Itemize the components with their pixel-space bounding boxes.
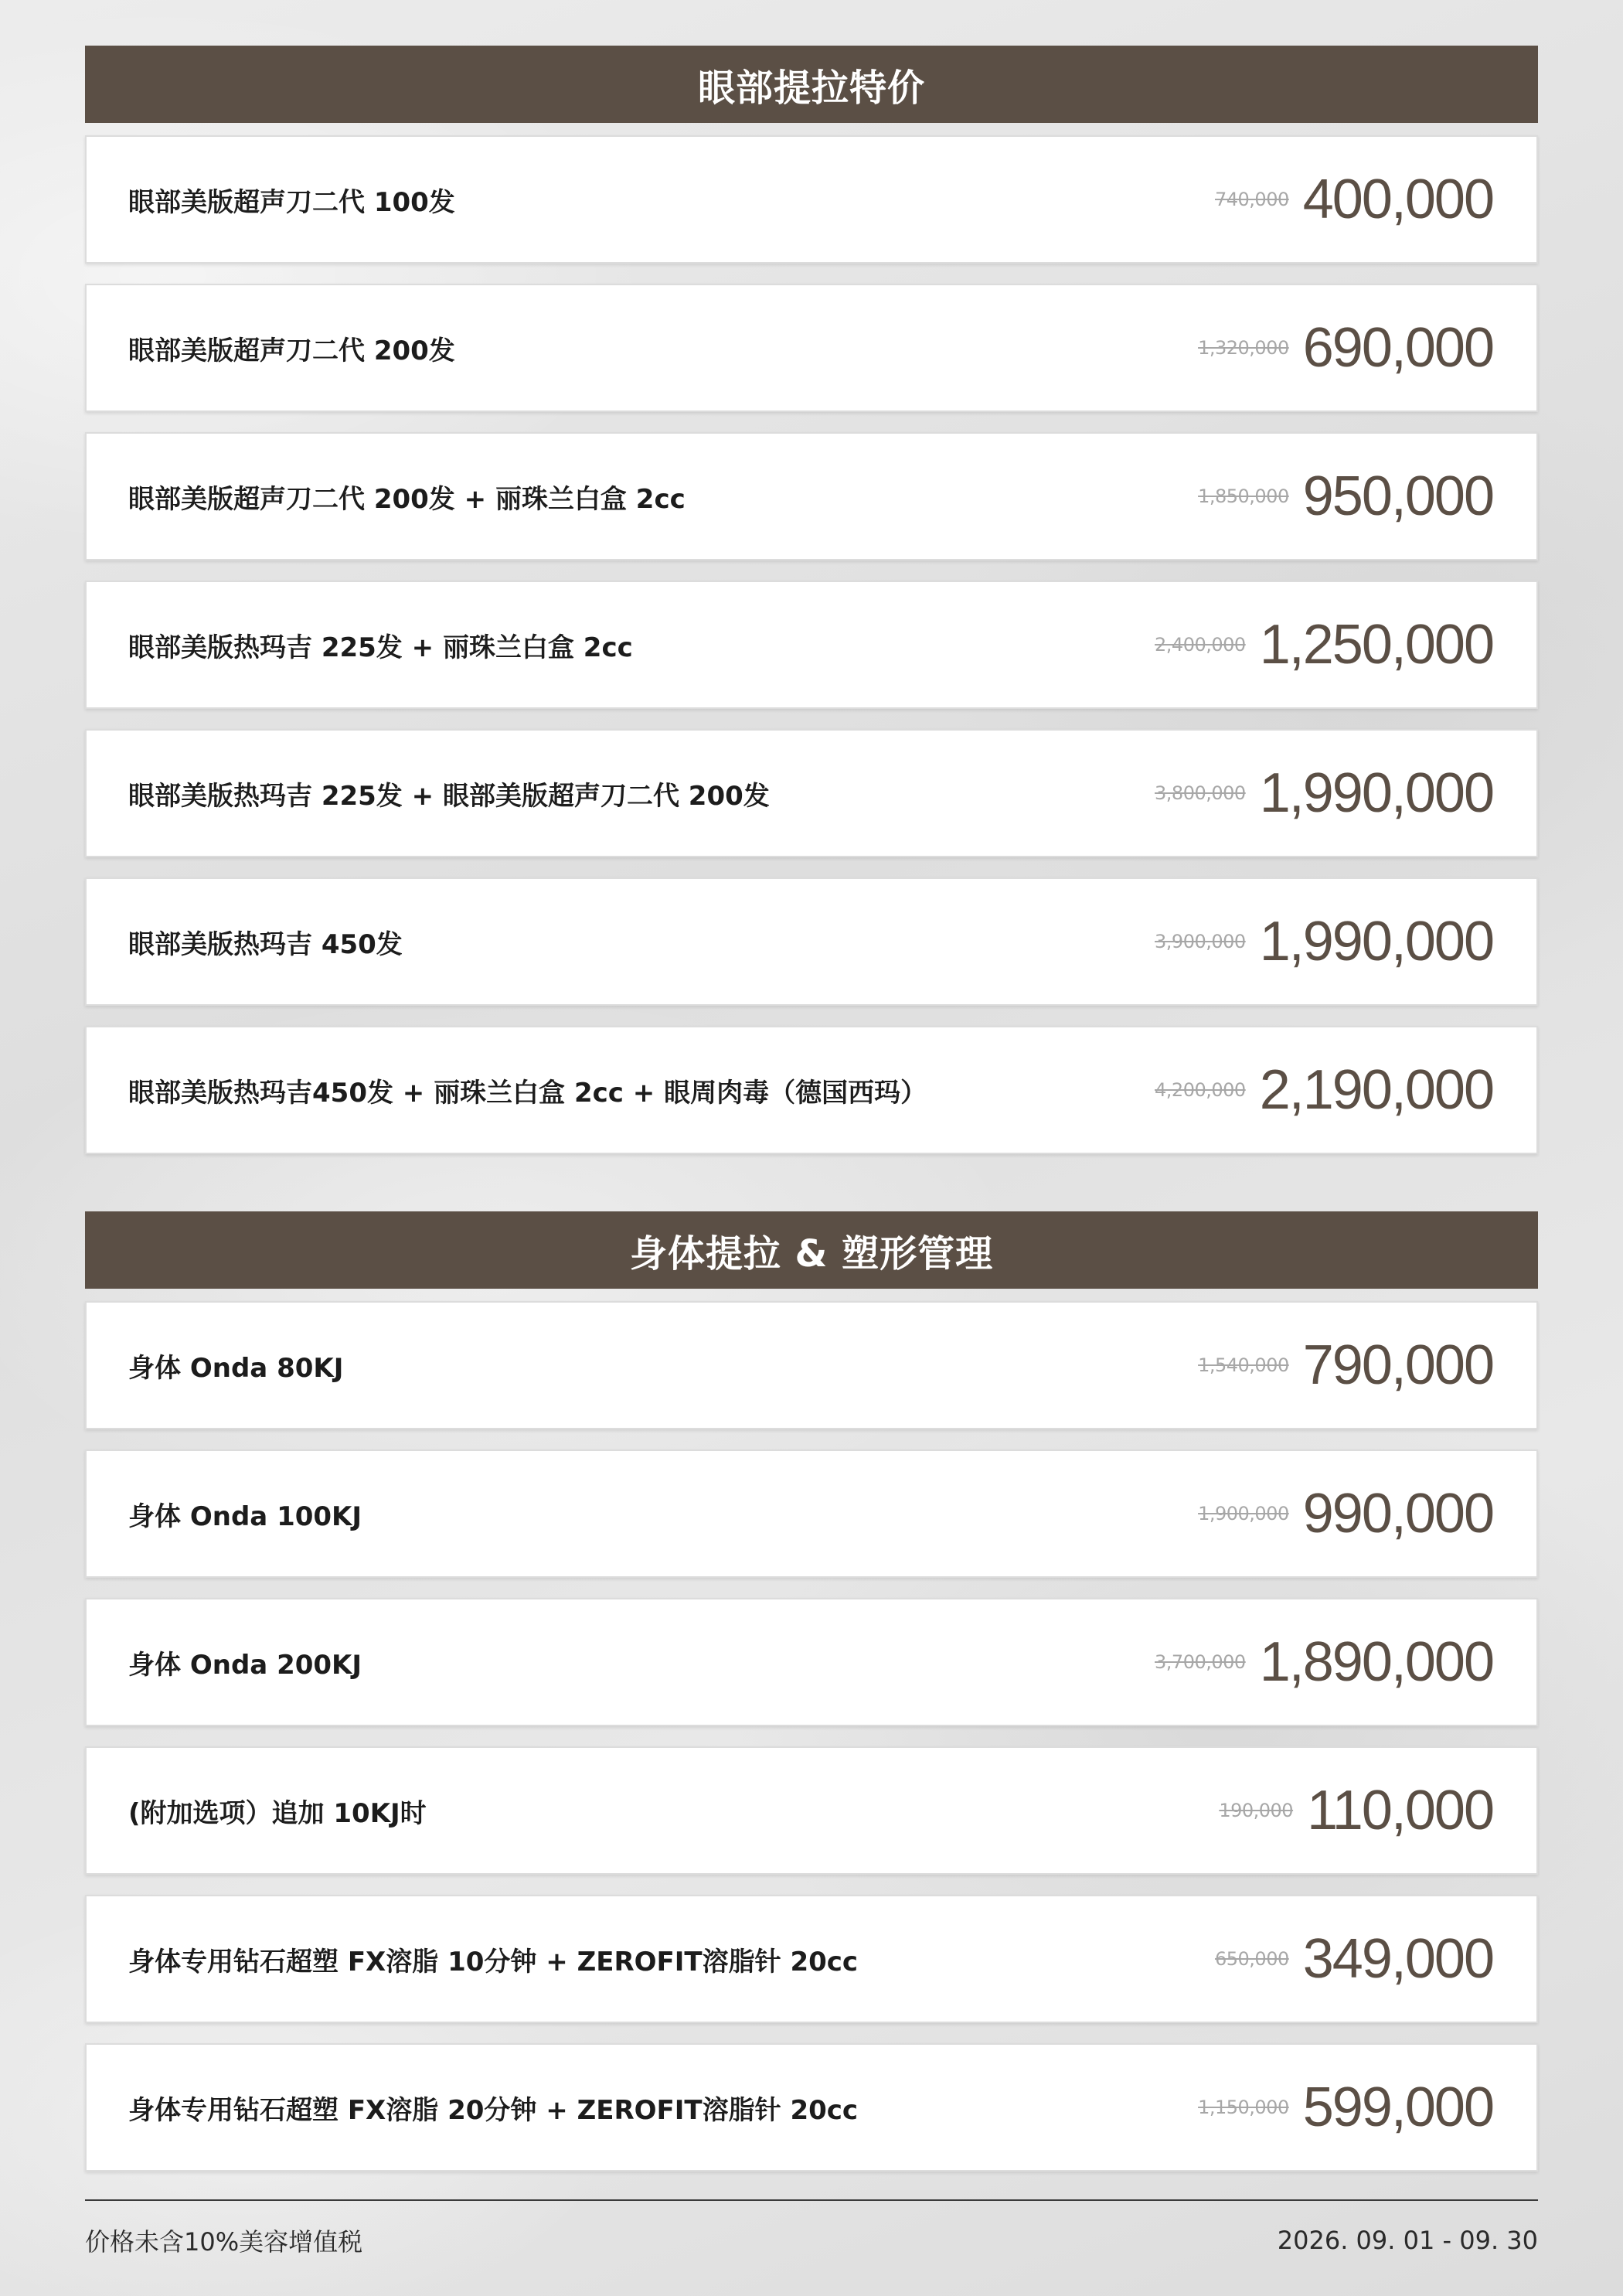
item-name: 眼部美版超声刀二代 200发 + 丽珠兰白盒 2cc: [128, 483, 686, 515]
sale-price: 790,000: [1302, 1334, 1493, 1396]
price-item: [85, 135, 1538, 264]
sale-price: 1,890,000: [1259, 1631, 1493, 1693]
item-name: 身体专用钻石超塑 FX溶脂 10分钟 + ZEROFIT溶脂针 20cc: [128, 1946, 859, 1977]
sale-price: 1,990,000: [1259, 911, 1493, 973]
section-eye-lifting: [85, 46, 1538, 1154]
item-name: (附加选项）追加 10KJ时: [128, 1797, 427, 1829]
original-price: 1,900,000: [1198, 1503, 1289, 1524]
price-group: [1198, 1334, 1493, 1396]
price-group: [1155, 1631, 1493, 1693]
original-price: 1,850,000: [1198, 485, 1289, 507]
section-title: 眼部提拉特价: [85, 46, 1538, 123]
sale-price: 349,000: [1302, 1928, 1493, 1990]
promotion-date-range: 2026. 09. 01 - 09. 30: [1277, 2226, 1538, 2255]
item-name: 身体 Onda 200KJ: [128, 1649, 362, 1681]
price-item: [85, 729, 1538, 857]
price-group: [1214, 1928, 1493, 1990]
price-item: [85, 877, 1538, 1006]
sale-price: 1,990,000: [1259, 762, 1493, 824]
item-name: 身体 Onda 100KJ: [128, 1501, 362, 1532]
price-group: [1198, 1483, 1493, 1545]
footer: [85, 2199, 1538, 2258]
price-group: [1219, 1780, 1493, 1841]
original-price: 4,200,000: [1155, 1079, 1246, 1101]
original-price: 1,150,000: [1198, 2097, 1289, 2118]
price-item: [85, 1598, 1538, 1726]
section-spacer: [85, 1174, 1538, 1211]
sale-price: 950,000: [1302, 465, 1493, 527]
sale-price: 599,000: [1302, 2076, 1493, 2138]
item-name: 身体专用钻石超塑 FX溶脂 20分钟 + ZEROFIT溶脂针 20cc: [128, 2094, 859, 2126]
price-group: [1214, 169, 1493, 230]
price-item: [85, 284, 1538, 412]
original-price: 3,700,000: [1155, 1651, 1246, 1673]
original-price: 740,000: [1214, 189, 1289, 210]
item-name: 眼部美版超声刀二代 200发: [128, 335, 455, 366]
original-price: 3,800,000: [1155, 782, 1246, 804]
original-price: 190,000: [1219, 1800, 1294, 1821]
price-item: [85, 1746, 1538, 1875]
sale-price: 110,000: [1307, 1780, 1493, 1841]
sale-price: 1,250,000: [1259, 614, 1493, 676]
original-price: 3,900,000: [1155, 931, 1246, 952]
price-item: [85, 1449, 1538, 1578]
item-name: 眼部美版热玛吉 225发 + 眼部美版超声刀二代 200发: [128, 780, 770, 812]
sale-price: 400,000: [1302, 169, 1493, 230]
item-name: 眼部美版热玛吉450发 + 丽珠兰白盒 2cc + 眼周肉毒（德国西玛）: [128, 1077, 927, 1109]
item-name: 眼部美版热玛吉 225发 + 丽珠兰白盒 2cc: [128, 632, 633, 663]
price-item: [85, 581, 1538, 709]
sale-price: 2,190,000: [1259, 1059, 1493, 1121]
item-name: 眼部美版超声刀二代 100发: [128, 186, 455, 218]
item-name: 眼部美版热玛吉 450发: [128, 928, 403, 960]
price-list: [85, 46, 1538, 2192]
original-price: 2,400,000: [1155, 634, 1246, 656]
price-item: [85, 1026, 1538, 1154]
original-price: 1,320,000: [1198, 337, 1289, 359]
vat-note: 价格未含10%美容增值税: [85, 2227, 363, 2257]
price-item: [85, 1301, 1538, 1429]
price-item: [85, 1895, 1538, 2023]
original-price: 1,540,000: [1198, 1354, 1289, 1376]
price-group: [1155, 911, 1493, 973]
original-price: 650,000: [1214, 1948, 1289, 1970]
price-group: [1198, 317, 1493, 379]
price-group: [1155, 762, 1493, 824]
section-body-contouring: [85, 1211, 1538, 2172]
price-group: [1198, 465, 1493, 527]
item-name: 身体 Onda 80KJ: [128, 1352, 344, 1384]
price-group: [1198, 2076, 1493, 2138]
price-group: [1155, 614, 1493, 676]
sale-price: 690,000: [1302, 317, 1493, 379]
price-item: [85, 432, 1538, 560]
price-group: [1155, 1059, 1493, 1121]
section-title: 身体提拉 & 塑形管理: [85, 1211, 1538, 1289]
price-item: [85, 2043, 1538, 2172]
sale-price: 990,000: [1302, 1483, 1493, 1545]
